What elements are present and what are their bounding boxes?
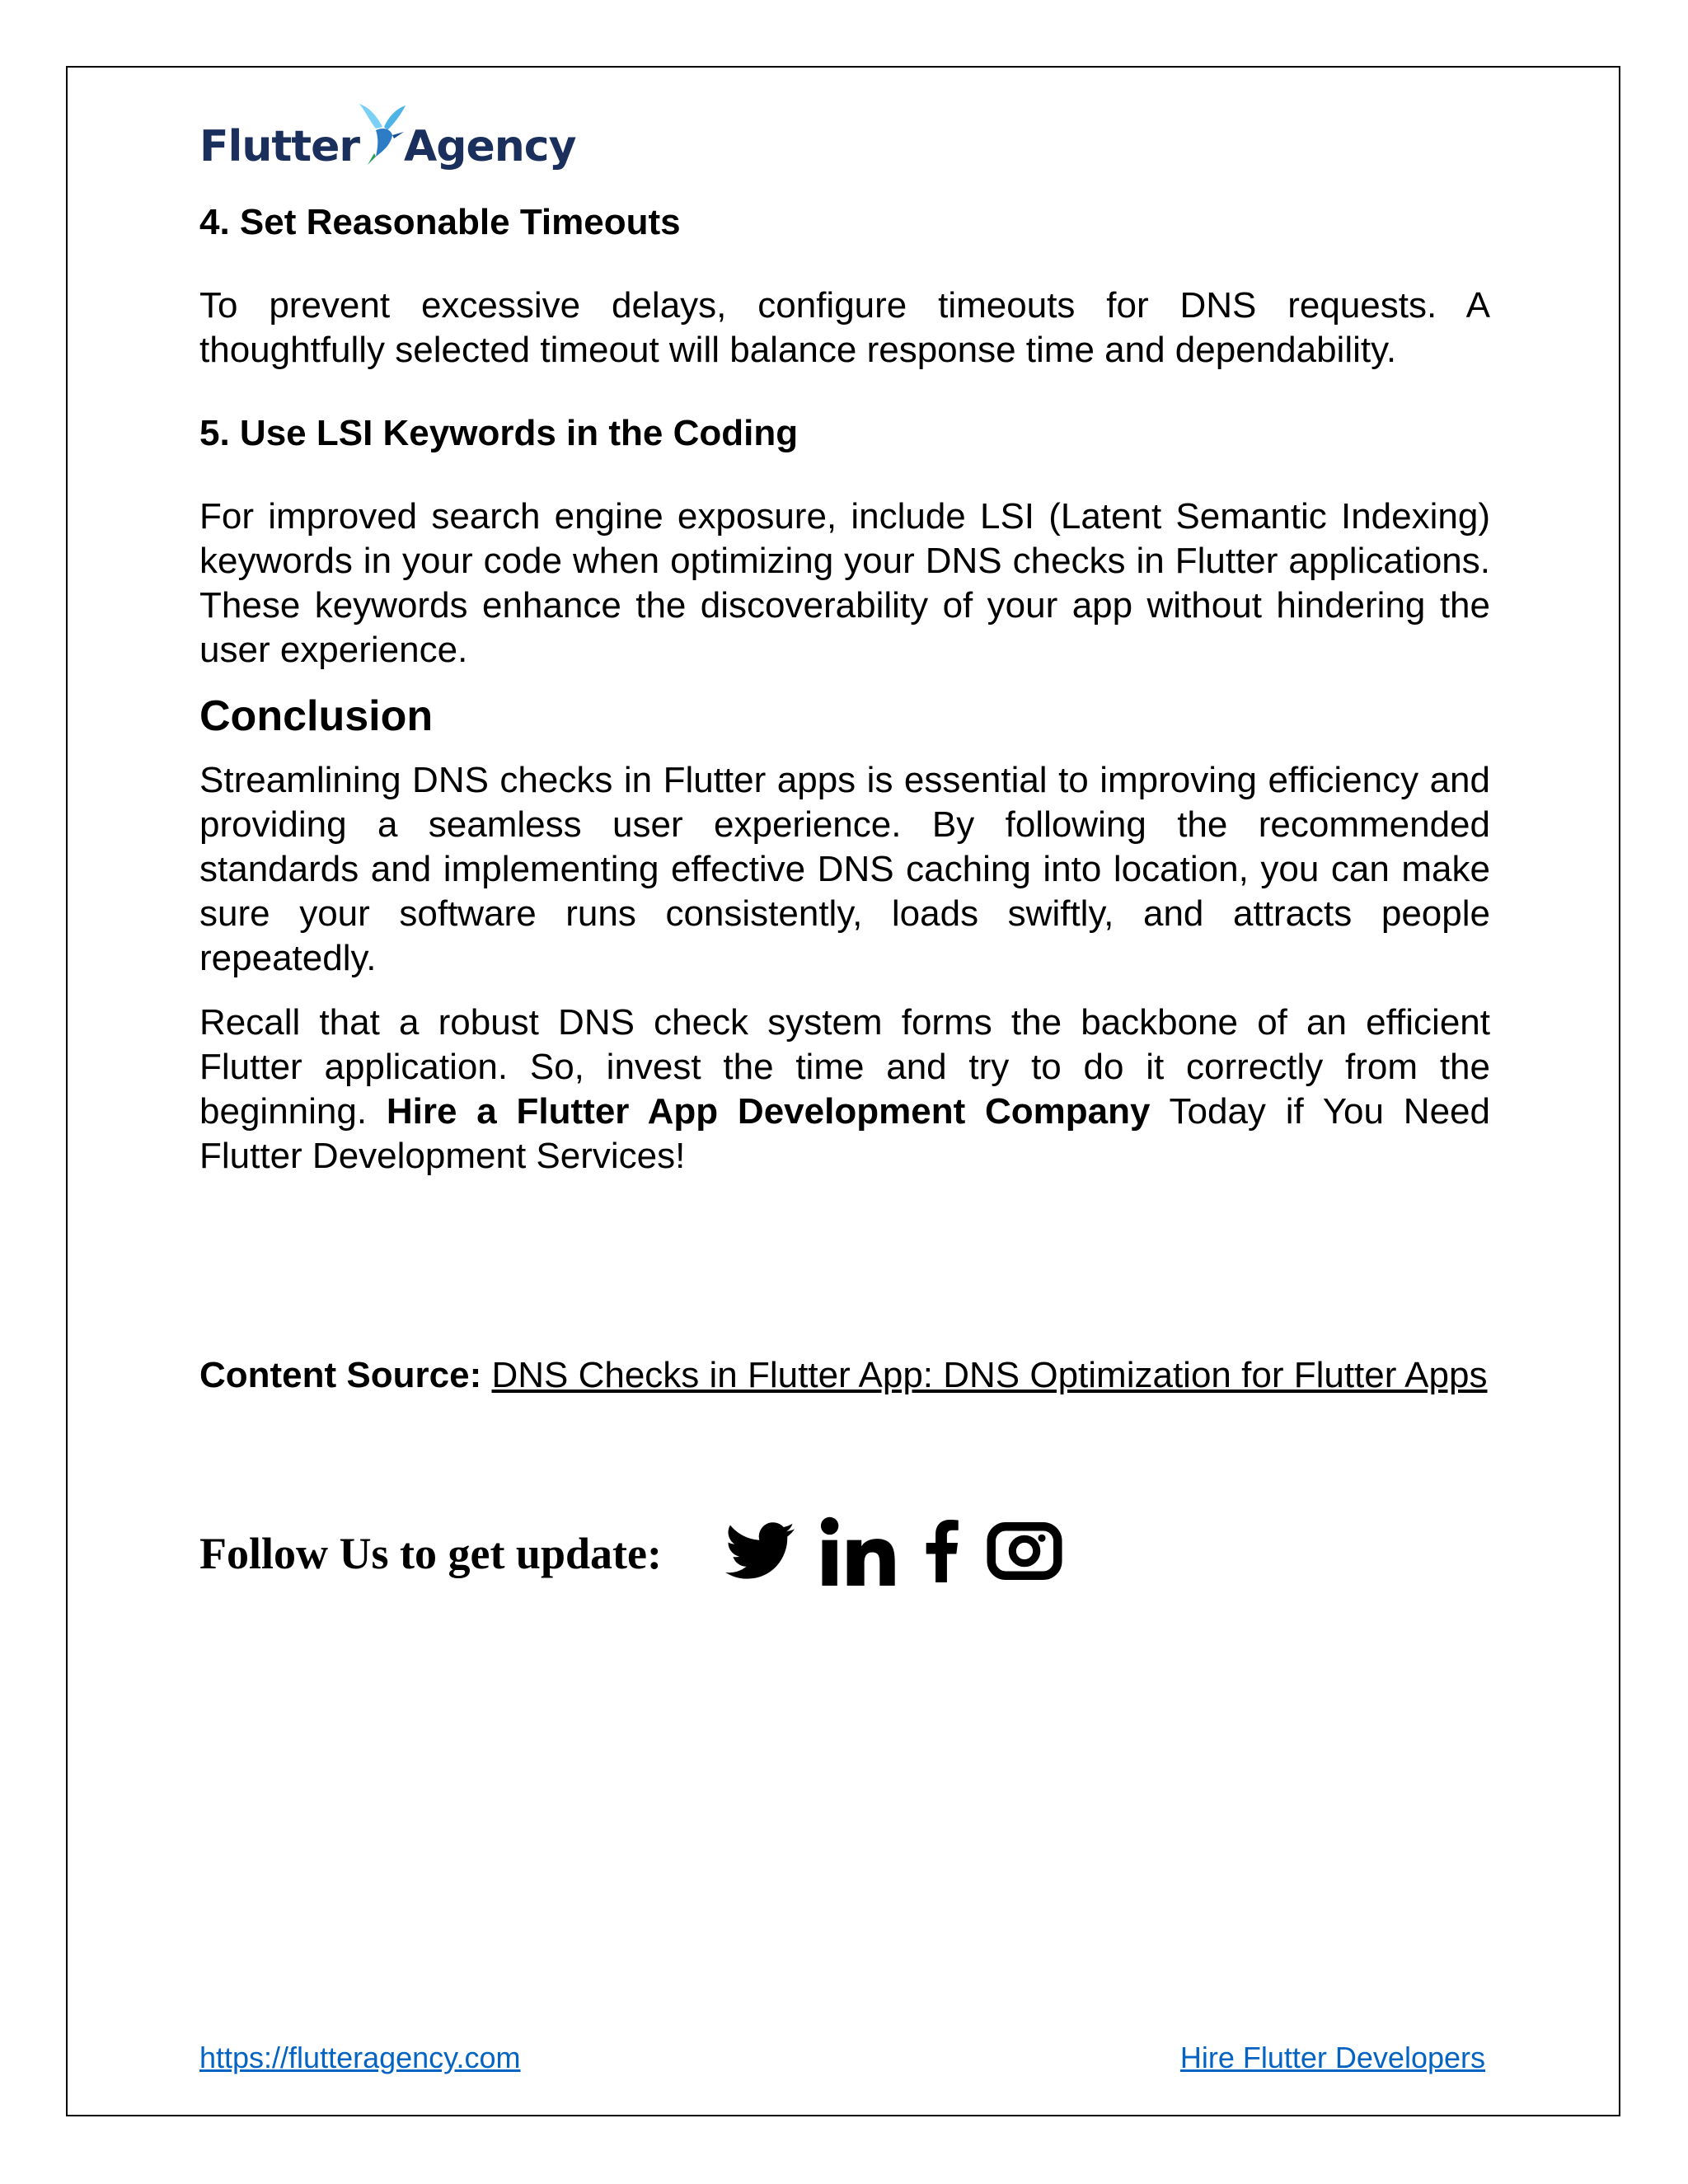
social-icons — [724, 1516, 1062, 1590]
follow-us-row — [199, 1516, 1062, 1590]
linkedin-icon[interactable] — [820, 1516, 896, 1590]
instagram-icon[interactable] — [987, 1522, 1062, 1584]
conclusion-heading: Conclusion — [199, 692, 434, 740]
hummingbird-logo-icon — [358, 102, 407, 166]
logo-text-right: Agency — [404, 122, 576, 171]
conclusion-2-text-start: Recall that a robust DNS check system forms the backbone of an efficient Flutter application. So, invest the time and try to do it correctly from the beginning. — [199, 1002, 1490, 1132]
paragraph-conclusion-1: Streamlining DNS checks in Flutter apps is essential to improving efficiency and providing a seamless user experience. By following the recommended standards and implementing effective DNS caching into location, you can make sure your software runs consistently, loads swiftly, and attracts people repeatedly. — [199, 760, 1490, 978]
paragraph-lsi: For improved search engine exposure, include LSI (Latent Semantic Indexing) keywords in your code when optimizing your DNS checks in Flutter applications. These keywords enhance the discoverability of your app without hindering the user experience. — [199, 496, 1490, 670]
footer-website-link[interactable]: https://flutteragency.com — [199, 2041, 521, 2074]
section-heading-timeouts: 4. Set Reasonable Timeouts — [199, 202, 681, 242]
facebook-icon[interactable] — [921, 1520, 962, 1586]
conclusion-2-text-end: Today if You Need Flutter Development Services! — [199, 1091, 1490, 1176]
twitter-icon[interactable] — [724, 1522, 795, 1584]
article-content — [199, 198, 1490, 1398]
paragraph-conclusion-2 — [199, 1001, 1490, 1179]
content-source — [199, 1353, 1490, 1398]
flutter-agency-logo[interactable] — [199, 97, 575, 171]
hire-company-bold-text: Hire a Flutter App Development Company — [386, 1091, 1151, 1132]
section-heading-lsi: 5. Use LSI Keywords in the Coding — [199, 413, 799, 453]
logo-text-left: Flutter — [199, 122, 359, 171]
content-source-link[interactable]: DNS Checks in Flutter App: DNS Optimization for Flutter Apps — [491, 1355, 1488, 1395]
footer-hire-developers-link[interactable]: Hire Flutter Developers — [1179, 2041, 1485, 2074]
content-source-label: Content Source: — [199, 1355, 482, 1395]
follow-us-label: Follow Us to get update: — [199, 1528, 662, 1578]
paragraph-timeouts: To prevent excessive delays, configure timeouts for DNS requests. A thoughtfully selected timeout will balance response time and dependability. — [199, 285, 1490, 370]
